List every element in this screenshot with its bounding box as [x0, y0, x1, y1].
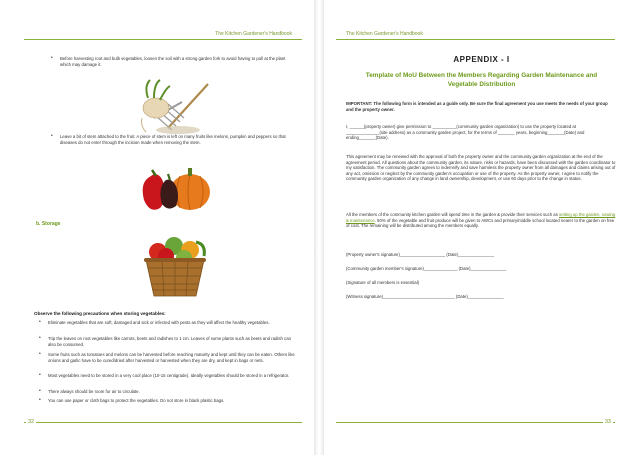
precaution-item: • Some fruits such as tomatoes and melons can be harvested before reaching maturity and kept until they can be eaten. Others like onions and garlic have to be cured/dried after harvested or harvested when they are dry, and kept in bags or nets. [48, 352, 298, 363]
signature-note: (Signature of all members is essential) [346, 280, 420, 285]
appendix-title: APPENDIX - I [453, 55, 510, 64]
header-rule [336, 39, 615, 40]
footer-rule [336, 422, 615, 423]
running-head-left: The Kitchen Gardener's Handbook [215, 31, 292, 37]
left-page [0, 0, 314, 455]
harvest-tip-leave-stem: • Leave a bit of stem attached to the fruit. A piece of stem is left on many fruits like melons, pumpkin and peppers so that diseases do not enter through the incision made when removing the stem. [60, 134, 296, 145]
harvest-tip-loosen-soil: • Before harvesting root and bulb vegetables, loosen the soil with a strong garden fork to avoid having to pull at the plant which may damage it. [60, 56, 296, 67]
services-link[interactable]: setting up the garden, sowing & maintenance [346, 212, 616, 223]
root-vegetables-rake-illustration [138, 78, 216, 136]
page-number-left: 32 [28, 419, 35, 425]
storage-heading: b. Storage [36, 221, 61, 227]
footer-rule [24, 422, 302, 423]
property-owner-signature-line: (Property owner's signature)___________________ (Date)_______________ [346, 252, 495, 257]
member-signature-line: (Community garden member's signature)______________ (Date)_______________ [346, 266, 507, 271]
services-text-start: All the members of the community kitchen garden will spend time in the garden & provide their services such as [346, 212, 560, 217]
precautions-title: Observe the following precautions when storing vegetables: [34, 311, 166, 316]
services-text-end: . 50% of the vegetable and fruit produce will be given to AWCs and primary/middle school located nearer to the garden on free of cost. The remaining will be distributed among the members equally. [346, 217, 615, 229]
header-rule [24, 39, 302, 40]
member-services-paragraph [346, 212, 616, 229]
book-gutter [314, 0, 324, 455]
pepper-pumpkin-illustration [134, 160, 214, 216]
witness-signature-line: (Witness signature)______________________________ (Date)_______________ [346, 294, 504, 299]
permission-paragraph: I, ______(property owner) give permission to __________(community garden organization) to use the property located at ______________(site address) as a community garden project, for the terms of _______ years, beginning_______(Date) and ending_______(Date). [346, 124, 585, 141]
precaution-item: • Most vegetables need to be stored in a very cool place (10-15 centigrade). Ideally vegetables should be stored in a refrigerator. [48, 373, 298, 379]
precaution-item: • You can use paper or cloth bags to protect the vegetables. Do not store in black plastic bags. [48, 398, 298, 404]
appendix-subtitle: Template of MoU Between the Members Regarding Garden Maintenance and Vegetable Distribution [365, 72, 598, 88]
precaution-item: • There always should be room for air to circulate. [48, 389, 298, 395]
right-page [324, 0, 639, 455]
important-note: IMPORTANT: The following form is intended as a guide only. Be sure the final agreement you use meets the needs of your group and the property owner. [346, 101, 608, 112]
running-head-right: The Kitchen Gardener's Handbook [346, 31, 423, 37]
precaution-item: • Trip the leaves on root vegetables like carrots, beets and radishes to 1 cm. Leaves of some plants such as beets and radish can also be consumed. [48, 336, 298, 347]
page-number-right: 33 [604, 419, 611, 425]
precaution-item: • Eliminate vegetables that are soft, damaged and sick or infected with pests as they will affect the healthy vegetables. [48, 320, 298, 326]
vegetable-basket-illustration [136, 234, 214, 302]
agreement-terms-paragraph: This agreement may be renewed with the approval of both the property owner and the community garden organization at the end of the agreement period. All questions about the community garden, its nature, risks or hazards, have been discussed with the garden coordinator to my satisfaction. The community garden agrees to indemnify and save harmless the property owner from all damages and claims arising out of any act, omission or neglect by the community garden's occupation or use of the property. As the property owner, I agree to notify the community garden organization of any change in land ownership, development, or use 60 days prior to the change in status. [346, 154, 616, 182]
